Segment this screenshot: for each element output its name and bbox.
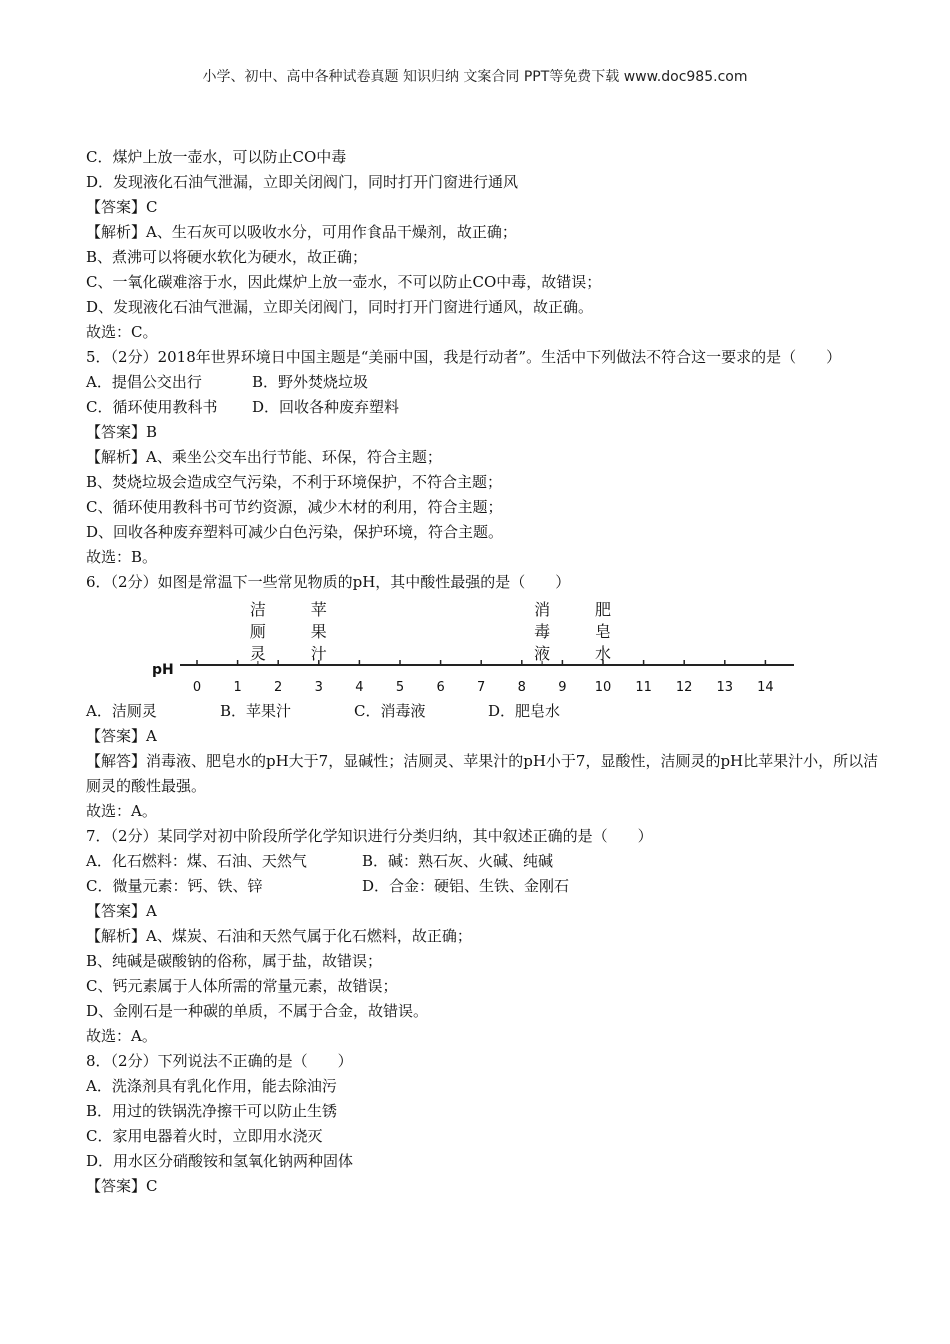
q4-explain-line: 【解析】A、生石灰可以吸收水分，可用作食品干燥剂，故正确； (86, 223, 517, 241)
q8-stem: 8．（2分）下列说法不正确的是（ ） (86, 1052, 353, 1070)
ph-tick-label: 5 (395, 680, 405, 695)
q5-explain-line: C、循环使用教科书可节约资源，减少木材的利用，符合主题； (86, 498, 503, 516)
q7-options-row (86, 874, 886, 899)
q4-explain-line: D、发现液化石油气泄漏，立即关闭阀门，同时打开门窗进行通风，故正确。 (86, 298, 594, 316)
q8-option-d: D．用水区分硝酸铵和氢氧化钠两种固体 (86, 1152, 354, 1170)
ph-tick-label: 0 (192, 680, 202, 695)
ph-tick-label: 12 (675, 680, 693, 695)
ph-tick-label: 8 (517, 680, 526, 695)
q7-explain-line: 【解析】A、煤炭、石油和天然气属于化石燃料，故正确； (86, 927, 472, 945)
q7-answer: 【答案】A (86, 902, 157, 920)
q6-options-row (86, 699, 886, 724)
q5-answer: 【答案】B (86, 423, 158, 441)
exam-content (86, 145, 886, 1199)
ph-tick-label: 7 (477, 680, 486, 695)
q4-explain-line: C、一氧化碳难溶于水，因此煤炉上放一壶水，不可以防止CO中毒，故错误； (86, 273, 602, 291)
q7-explain-line: D、金刚石是一种碳的单质，不属于合金，故错误。 (86, 1002, 429, 1020)
q6-answer: 【答案】A (86, 727, 157, 745)
ph-tick-label: 13 (716, 680, 734, 695)
substance-label: 苹 果 汁 (310, 600, 327, 663)
ph-tick-label: 11 (635, 680, 652, 695)
q6-option-d: D．肥皂水 (488, 702, 561, 720)
q5-conclusion: 故选：B。 (86, 548, 158, 566)
q7-option-c: C．微量元素：钙、铁、锌 (86, 877, 263, 895)
q8-option-a: A．洗涤剂具有乳化作用，能去除油污 (86, 1077, 337, 1095)
q7-option-d: D．合金：硬铝、生铁、金刚石 (362, 877, 570, 895)
ph-tick-label: 6 (436, 680, 445, 695)
q7-stem: 7．（2分）某同学对初中阶段所学化学知识进行分类归纳，其中叙述正确的是（ ） (86, 827, 653, 845)
q7-option-b: B．碱：熟石灰、火碱、纯碱 (362, 852, 554, 870)
ph-tick-label: 9 (558, 680, 567, 695)
substance-label: 洁 厕 灵 (249, 600, 266, 663)
q8-option-c: C．家用电器着火时，立即用水浇灭 (86, 1127, 323, 1145)
q5-options-row (86, 395, 886, 420)
q6-option-c: C．消毒液 (354, 702, 426, 720)
q5-stem: 5．（2分）2018年世界环境日中国主题是“美丽中国，我是行动者”。生活中下列做法不符合这一要求的是（ ） (86, 348, 842, 366)
q5-option-a: A．提倡公交出行 (86, 373, 202, 391)
q5-explain-line: B、焚烧垃圾会造成空气污染，不利于环境保护，不符合主题； (86, 473, 503, 491)
q5-option-c: C．循环使用教科书 (86, 398, 218, 416)
substance-label: 肥 皂 水 (594, 600, 611, 663)
ph-tick-label: 10 (594, 680, 612, 695)
q6-option-a: A．洁厕灵 (86, 702, 157, 720)
q8-answer: 【答案】C (86, 1177, 158, 1195)
q6-option-b: B．苹果汁 (220, 702, 292, 720)
q6-conclusion: 故选：A。 (86, 802, 157, 820)
q7-options-row (86, 849, 886, 874)
q8-option-b: B．用过的铁锅洗净擦干可以防止生锈 (86, 1102, 338, 1120)
q4-answer: 【答案】C (86, 198, 158, 216)
q5-explain-line: D、回收各种废弃塑料可减少白色污染，保护环境，符合主题。 (86, 523, 504, 541)
ph-tick-label: 2 (274, 680, 283, 695)
q5-options-row (86, 370, 886, 395)
q7-explain-line: B、纯碱是碳酸钠的俗称，属于盐，故错误； (86, 952, 383, 970)
q7-explain-line: C、钙元素属于人体所需的常量元素，故错误； (86, 977, 398, 995)
q4-option-d: D．发现液化石油气泄漏，立即关闭阀门，同时打开门窗进行通风 (86, 173, 519, 191)
q5-explain-line: 【解析】A、乘坐公交车出行节能、环保，符合主题； (86, 448, 442, 466)
q7-conclusion: 故选：A。 (86, 1027, 157, 1045)
ph-axis-label: pH (152, 662, 174, 678)
q4-conclusion: 故选：C。 (86, 323, 158, 341)
q6-stem: 6．（2分）如图是常温下一些常见物质的pH，其中酸性最强的是（ ） (86, 573, 571, 591)
q6-explain-line: 【解答】消毒液、肥皂水的pH大于7，显碱性；洁厕灵、苹果汁的pH小于7，显酸性，洁厕灵的pH比苹果汁小，所以洁厕灵的酸性最强。 (86, 752, 879, 795)
q4-option-c: C．煤炉上放一壶水，可以防止CO中毒 (86, 148, 347, 166)
q5-option-b: B．野外焚烧垃圾 (252, 373, 369, 391)
q5-option-d: D．回收各种废弃塑料 (252, 398, 400, 416)
ph-tick-label: 3 (314, 680, 323, 695)
substance-label: 消 毒 液 (534, 600, 551, 663)
ph-tick-label: 1 (233, 680, 242, 695)
q4-explain-line: B、煮沸可以将硬水软化为硬水，故正确； (86, 248, 368, 266)
ph-scale-chart (86, 595, 886, 699)
q7-option-a: A．化石燃料：煤、石油、天然气 (86, 852, 307, 870)
page-header: 小学、初中、高中各种试卷真题 知识归纳 文案合同 PPT等免费下载 www.doc985.com (202, 69, 748, 85)
ph-tick-label: 4 (355, 680, 364, 695)
ph-tick-label: 14 (757, 680, 774, 695)
